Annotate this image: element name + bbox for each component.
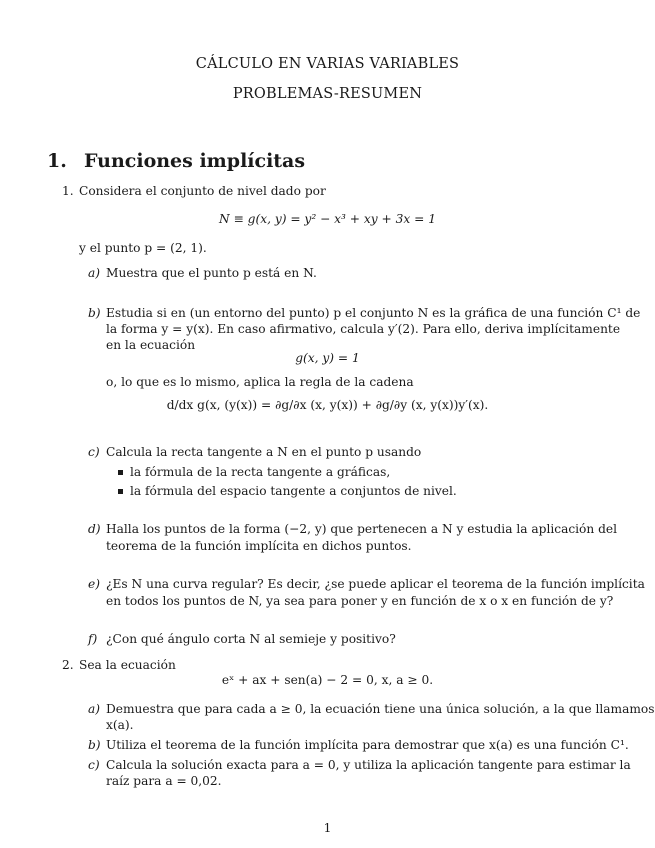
- bullet-marker: [118, 489, 123, 494]
- document-title: CÁLCULO EN VARIAS VARIABLES: [195, 56, 460, 72]
- item-2a-line1: Demuestra que para cada a ≥ 0, la ecuación tiene una única solución, a la que llamamos: [106, 702, 655, 716]
- item-1e-label: e): [88, 577, 100, 591]
- item-1c-bullet-2: la fórmula del espacio tangente a conjuntos de nivel.: [130, 484, 457, 498]
- item-2b-label: b): [88, 738, 101, 752]
- item-2a-line2: x(a).: [106, 718, 134, 732]
- item-1b-label: b): [88, 306, 101, 320]
- item-1e-line2: en todos los puntos de N, ya sea para poner y en función de x o x en función de y?: [106, 594, 614, 608]
- item-1d-label: d): [88, 522, 101, 536]
- item-1f-text: ¿Con qué ángulo corta N al semieje y positivo?: [106, 632, 396, 646]
- problem-1-number: 1.: [62, 184, 74, 198]
- section-heading: [47, 150, 305, 172]
- item-1b-equation: g(x, y) = 1: [295, 351, 360, 365]
- problem-1-point: y el punto p = (2, 1).: [79, 241, 207, 255]
- item-1e-line1: ¿Es N una curva regular? Es decir, ¿se puede aplicar el teorema de la función implícita: [106, 577, 645, 591]
- item-2c-label: c): [88, 758, 100, 772]
- item-1d-line2: teorema de la función implícita en dichos puntos.: [106, 539, 412, 553]
- section-number: 1.: [47, 150, 67, 172]
- bullet-marker: [118, 470, 123, 475]
- document-subtitle: PROBLEMAS-RESUMEN: [232, 86, 423, 102]
- item-1b-line4: o, lo que es lo mismo, aplica la regla de la cadena: [106, 375, 414, 389]
- item-2c-line2: raíz para a = 0,02.: [106, 774, 222, 788]
- item-1c-bullet-1: la fórmula de la recta tangente a gráficas,: [130, 465, 391, 479]
- item-2a-label: a): [88, 702, 101, 716]
- item-1a-label: a): [88, 266, 101, 280]
- problem-2-equation: eˣ + ax + sen(a) − 2 = 0, x, a ≥ 0.: [221, 673, 434, 687]
- problem-2-number: 2.: [62, 658, 74, 672]
- item-1b-chain-rule: d/dx g(x, (y(x)) = ∂g/∂x (x, y(x)) + ∂g/∂y (x, y(x))y′(x).: [166, 398, 489, 412]
- item-2c-line1: Calcula la solución exacta para a = 0, y utiliza la aplicación tangente para estimar la: [106, 758, 631, 772]
- section-title: Funciones implícitas: [84, 150, 306, 172]
- page-number: 1: [323, 821, 332, 835]
- item-1b-line1: Estudia si en (un entorno del punto) p el conjunto N es la gráfica de una función C¹ de: [106, 306, 641, 320]
- item-1f-label: f): [88, 632, 98, 646]
- item-1c-label: c): [88, 445, 100, 459]
- problem-2-intro: Sea la ecuación: [79, 658, 176, 672]
- item-1b-line2: la forma y = y(x). En caso afirmativo, calcula y′(2). Para ello, deriva implícitamente: [106, 322, 621, 336]
- problem-1-equation: N ≡ g(x, y) = y² − x³ + xy + 3x = 1: [219, 212, 436, 226]
- item-1c-text: Calcula la recta tangente a N en el punto p usando: [106, 445, 422, 459]
- problem-1-intro: Considera el conjunto de nivel dado por: [79, 184, 326, 198]
- item-1d-line1: Halla los puntos de la forma (−2, y) que pertenecen a N y estudia la aplicación del: [106, 522, 618, 536]
- item-1b-line3: en la ecuación: [106, 338, 196, 352]
- item-1a-text: Muestra que el punto p está en N.: [106, 266, 317, 280]
- item-2b-text: Utiliza el teorema de la función implícita para demostrar que x(a) es una función C¹.: [106, 738, 629, 752]
